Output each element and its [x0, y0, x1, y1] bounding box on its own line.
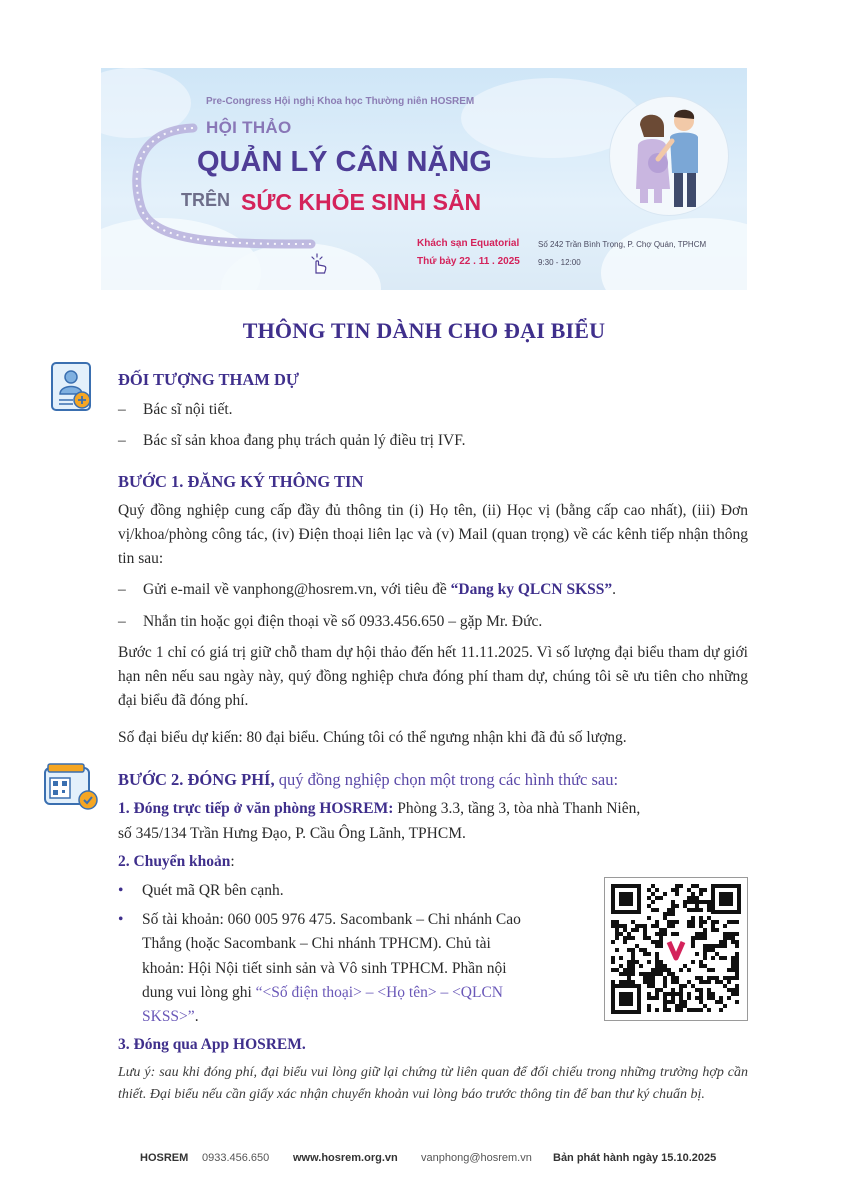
audience-item-1: Bác sĩ nội tiết.: [143, 401, 233, 418]
transfer-reference-end: SKSS>”: [142, 1008, 195, 1025]
list-item: • Quét mã QR bên cạnh.: [118, 882, 284, 899]
option1-address-line2: số 345/134 Trần Hưng Đạo, P. Cầu Ông Lãnh, TPHCM.: [118, 825, 466, 842]
transfer-reference: “<Số điện thoại> – <Họ tên> – <QLCN: [255, 984, 504, 1001]
option3-label: 3. Đóng qua App HOSREM.: [118, 1036, 306, 1053]
pre-congress-label: Pre-Congress Hội nghị Khoa học Thường niên HOSREM: [206, 96, 475, 107]
event-time: 9:30 - 12:00: [538, 258, 581, 267]
footer-email[interactable]: vanphong@hosrem.vn: [421, 1152, 532, 1164]
phone-instruction: Nhắn tin hoặc gọi điện thoại về số 0933.456.650 – gặp Mr. Đức.: [143, 613, 543, 630]
audience-item-2: Bác sĩ sản khoa đang phụ trách quản lý điều trị IVF.: [143, 432, 466, 449]
account-line-5: [142, 1005, 199, 1029]
payment-wallet-icon: [44, 762, 100, 817]
account-line-1: Số tài khoản: 060 005 976 475. Sacombank – Chi nhánh Cao: [142, 911, 521, 928]
couple-illustration: [609, 96, 729, 216]
payment-option-3: [118, 1033, 306, 1057]
banner-tren: TRÊN: [181, 190, 230, 210]
step1-validity: Bước 1 chỉ có giá trị giữ chỗ tham dự hội thảo đến hết 11.11.2025. Vì số lượng đại biểu tham dự giới hạn nên nếu sau ngày này, quý đồng nghiệp chưa đóng phí tham dự, chúng tôi sẽ ưu tiên cho những đại biểu đã đóng phí.: [118, 644, 748, 709]
footer-phone: 0933.456.650: [202, 1152, 270, 1164]
attendee-id-icon: [51, 362, 93, 417]
account-line-2: Thắng (hoặc Sacombank – Chi nhánh TPHCM). Chủ tài: [142, 935, 491, 952]
transfer-note-prefix: dung vui lòng ghi: [142, 984, 256, 1001]
footer-website[interactable]: www.hosrem.org.vn: [293, 1152, 398, 1164]
list-item: – Bác sĩ sản khoa đang phụ trách quản lý điều trị IVF.: [118, 432, 466, 449]
email-instruction: Gửi e-mail về vanphong@hosrem.vn, với tiêu đề: [143, 581, 451, 598]
step1-heading: BƯỚC 1. ĐĂNG KÝ THÔNG TIN: [118, 472, 364, 491]
payment-option-2: [118, 850, 235, 874]
venue-address: Số 242 Trần Bình Trọng, P. Chợ Quán, TPHCM: [538, 240, 707, 249]
account-line-4: [142, 981, 503, 1005]
event-date: Thứ bảy 22 . 11 . 2025: [417, 256, 520, 267]
cloud-decoration: [601, 218, 747, 290]
payment-option-1: [118, 797, 640, 821]
account-line-3: khoản: Hội Nội tiết sinh sản và Vô sinh TPHCM. Phần nội: [142, 960, 507, 977]
scan-qr-instruction: Quét mã QR bên cạnh.: [142, 882, 284, 899]
event-banner: [101, 68, 747, 290]
banner-hoi-thao: HỘI THẢO: [206, 118, 292, 137]
payment-note: Lưu ý: sau khi đóng phí, đại biểu vui lòng giữ lại chứng từ liên quan để đối chiếu trong những trường hợp cần thiết. Đại biểu nếu cần giấy xác nhận chuyển khoản vui lòng báo trước thông tin để ban thư ký chuẩn bị.: [118, 1065, 748, 1102]
step2-heading: [118, 770, 618, 790]
transfer-reference-period: .: [194, 1008, 199, 1025]
option2-label: 2. Chuyển khoản: [118, 853, 231, 870]
page-title: THÔNG TIN DÀNH CHO ĐẠI BIỂU: [242, 318, 606, 343]
option2-colon: :: [230, 853, 235, 870]
step1-intro: Quý đồng nghiệp cung cấp đầy đủ thông tin (i) Họ tên, (ii) Học vị (bằng cấp cao nhất), (iii) Đơn vị/khoa/phòng công tác, (iv) Điện thoại liên lạc và (v) Mail (quan trọng) về các kênh tiếp nhận thông tin sau:: [118, 502, 748, 567]
step2-heading-label: BƯỚC 2. ĐÓNG PHÍ,: [118, 770, 275, 789]
banner-subtitle: SỨC KHỎE SINH SẢN: [241, 189, 482, 215]
venue-name: Khách sạn Equatorial: [417, 238, 520, 249]
list-item: – Bác sĩ nội tiết.: [118, 401, 233, 418]
email-subject: “Dang ky QLCN SKSS”: [450, 581, 613, 598]
audience-heading: ĐỐI TƯỢNG THAM DỰ: [118, 370, 300, 389]
option1-label: 1. Đóng trực tiếp ở văn phòng HOSREM:: [118, 800, 394, 817]
list-item: – Gửi e-mail về vanphong@hosrem.vn, với tiêu đề “Dang ky QLCN SKSS”.: [118, 581, 617, 598]
option1-address-line1: Phòng 3.3, tầng 3, tòa nhà Thanh Niên,: [393, 800, 641, 817]
pointer-hand-icon: [309, 253, 329, 275]
footer-org: HOSREM: [140, 1152, 189, 1164]
list-item: – Nhắn tin hoặc gọi điện thoại về số 0933.456.650 – gặp Mr. Đức.: [118, 613, 543, 630]
payment-qr-code: [604, 877, 748, 1021]
step1-capacity: Số đại biểu dự kiến: 80 đại biểu. Chúng tôi có thể ngưng nhận khi đã đủ số lượng.: [118, 729, 627, 746]
list-item: • Số tài khoản: 060 005 976 475. Sacombank – Chi nhánh Cao: [118, 911, 521, 928]
footer-release-date: Bản phát hành ngày 15.10.2025: [553, 1152, 717, 1164]
step2-heading-suffix: quý đồng nghiệp chọn một trong các hình thức sau:: [274, 770, 619, 789]
banner-title: QUẢN LÝ CÂN NẶNG: [197, 146, 492, 178]
email-suffix: .: [612, 581, 617, 598]
